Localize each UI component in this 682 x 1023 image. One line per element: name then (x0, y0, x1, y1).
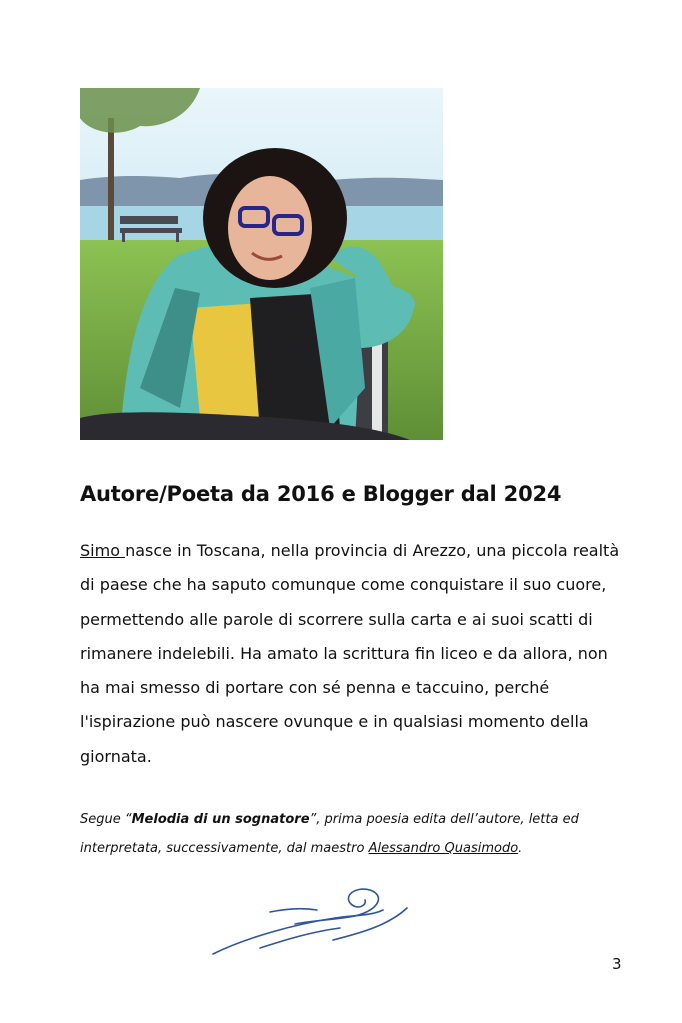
note-suffix: . (518, 841, 523, 856)
author-photo (80, 88, 443, 440)
poem-title: Melodia di un sognatore (131, 812, 310, 827)
section-heading: Autore/Poeta da 2016 e Blogger dal 2024 (80, 482, 562, 506)
note-prefix: Segue “ (80, 812, 132, 827)
note-middle: ”, prima poesia edita dell’autore, letta ed interpretata, successivamente, dal maestro (80, 812, 579, 856)
wind-flourish-icon (205, 880, 415, 960)
bio-text: nasce in Toscana, nella provincia di Arezzo, una piccola realtà di paese che ha saputo comunque come conquistare il suo cuore, permettendo alle parole di scorrere sulla carta e ai suoi scatti di rimanere indelebili. Ha amato la scrittura fin liceo e da allora, non ha mai smesso di portare con sé penna e taccuino, perché l'ispirazione può nascere ovunque e in qualsiasi momento della giornata. (80, 541, 620, 766)
author-name-link[interactable]: Simo (80, 541, 126, 560)
bio-paragraph (80, 534, 620, 774)
maestro-name-link[interactable]: Alessandro Quasimodo (368, 841, 519, 856)
poem-note (80, 805, 620, 863)
page-number: 3 (612, 955, 622, 973)
